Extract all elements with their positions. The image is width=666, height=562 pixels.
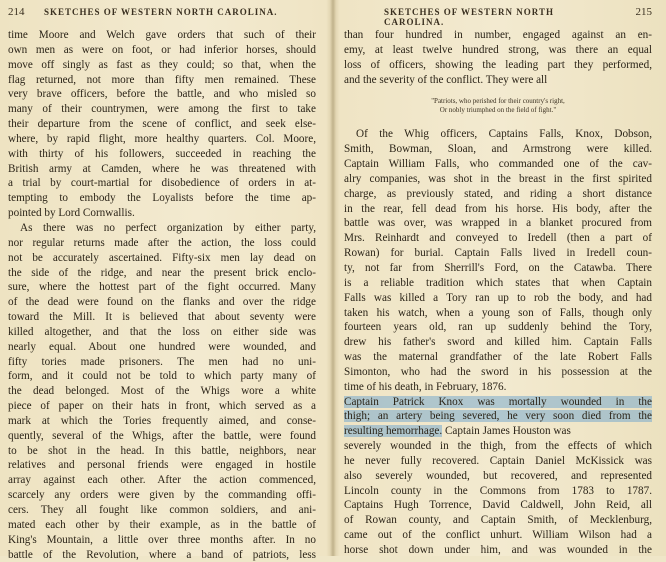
highlight-text: resulting hemorrhage. (344, 425, 443, 438)
text-line: piece of paper on their hats in front, which served as a (8, 400, 316, 413)
left-page-number: 214 (8, 6, 25, 18)
book-gutter (330, 0, 336, 556)
text-line: the dead belonged. Most of the Whigs wore a white (8, 385, 316, 398)
text-line: is a reliable tradition which states that when Captain (344, 276, 652, 289)
left-running-head: SKETCHES OF WESTERN NORTH CAROLINA. (44, 7, 278, 17)
text-line: Rowan) for burial. Captain Falls lived in Iredell coun- (344, 247, 652, 260)
text-line: Simonton, who had the sword in his possession at the (344, 365, 652, 378)
text-line: charge, as previously stated, and riding a short distance (344, 187, 652, 200)
text-line: Falls was killed a Tory ran up to rob the body, and had (344, 291, 652, 304)
text-line: severely wounded in the thigh, from the effects of which (344, 440, 652, 453)
text-line: also severely wounded, but recovered, and represented (344, 469, 652, 482)
text-line: ty, not far from Sherrill's Ford, on the Catawba. There (344, 261, 652, 274)
text-line: many of their countrymen, were among the first to take (8, 103, 316, 116)
text-line: scarcely any orders were given by the commanding offi- (8, 489, 316, 502)
text-line: was the maternal grandfather of the late Robert Falls (344, 351, 652, 364)
highlight-text: thigh; an artery being severed, he very soon died from the (344, 410, 652, 423)
text-line: relatives and personal friends were engaged in hostile (8, 459, 316, 472)
text-line: cers. They all fought like common soldiers, and ani- (8, 504, 316, 516)
text-line: fifty tories made prisoners. The men had no uni- (8, 355, 316, 368)
text-line: flag returned, not more than fifty men remained. These (8, 73, 316, 86)
text-line: and the severity of the conflict. They were all (344, 73, 548, 86)
text-line: array against each other. After the action commenced, (8, 474, 316, 487)
right-page-header (344, 6, 652, 27)
text-line: their departure from the scene of conflict, and seek else- (8, 118, 316, 131)
text-line: time of his death, in February, 1876. (344, 380, 507, 393)
text-line: horse shot down under him, and was wounded in the (344, 544, 652, 556)
right-page (344, 6, 652, 554)
text-line: Mrs. Reinhardt and conveyed to Iredell (then a part of (344, 232, 652, 245)
text-line: of Rowan county, and Captain Smith, of Mecklenburg, (344, 514, 652, 527)
text-line: battle of the Revolution, where a band of patriots, less (8, 548, 316, 561)
left-page-text (8, 28, 316, 562)
text-line: time Moore and Welch gave orders that such of their (8, 29, 316, 41)
text-line: battle was over, was wrapped in a blanket procured from (344, 217, 652, 230)
text-line: pointed by Lord Cornwallis. (8, 207, 135, 220)
right-paragraph-top (344, 28, 652, 87)
text-line: where, by rapid flight, more healthy quarters. Col. Moore, (8, 132, 316, 145)
right-page-number: 215 (635, 6, 652, 18)
text-line: fourteen years old, ran up suddenly behind the Tory, (344, 321, 652, 334)
text-line: came out of the conflict unhurt. William Wilson had a (344, 529, 652, 542)
text-line: mated each other by their example, as in the battle of (8, 518, 316, 531)
text-line: Captain William Falls, who commanded one of the cav- (344, 158, 652, 171)
text-line: taken his watch, when a young son of Falls, though only (344, 306, 652, 319)
text-line: Of the Whig officers, Captains Falls, Knox, Dobson, (356, 128, 652, 141)
text-line: mark at which the Tories frequently aimed, and conse- (8, 414, 316, 427)
right-running-head: SKETCHES OF WESTERN NORTH CAROLINA. (384, 7, 554, 27)
right-paragraph-middle (344, 127, 652, 394)
verse-line: Or nobly triumphed on the field of fight." (439, 106, 557, 115)
text-line: in the rear, fell dead from his horse. His body, after the (344, 202, 652, 215)
text-line: with thirty of his followers, succeeded in reaching the (8, 147, 316, 160)
text-line: the side of the ridge, and near the present brick enclo- (8, 266, 316, 279)
text-line: to be shot in the head. In this battle, neighbors, near (8, 444, 316, 457)
text-line: than four hundred in number, engaged against an en- (344, 29, 652, 41)
highlighted-line (344, 409, 652, 424)
text-line: nearly equal. About one hundred were wounded, and (8, 340, 316, 353)
text-line: loss of officers, showing the leading part they performed, (344, 58, 652, 71)
text-line: not be accurately ascertained. Fifty-six men lay dead on (8, 251, 316, 264)
text-line: quently, several of the Whigs, after the battle, were found (8, 429, 316, 442)
text-line: British army at Camden, where he was threatened with (8, 162, 316, 175)
text-line: sure, where the hottest part of the fight occurred. Many (8, 281, 316, 294)
text-line: very brave officers, before the battle, and who misled so (8, 88, 316, 101)
highlighted-line (344, 424, 652, 439)
verse-line: "Patriots, who perished for their country's right, (431, 97, 565, 106)
text-line: Smith, Bowman, Sloan, and Armstrong were killed. (344, 143, 652, 156)
text-line: King's Mountain, a little over three months after. In no (8, 533, 316, 546)
text-line: Lincoln county in the Commons from 1783 to 1787. (344, 484, 652, 497)
right-paragraph-bottom (344, 439, 652, 558)
highlight-text: Captain Patrick Knox was mortally wounded in the (344, 395, 652, 408)
line-continuation: Captain James Houston was (442, 425, 571, 438)
text-line: As there was no perfect organization by either party, (20, 221, 316, 234)
text-line: toward the Mill. It is believed that about seventy were (8, 311, 316, 324)
left-page (8, 6, 316, 561)
text-line: move off singly as fast as they could; so that, when the (8, 58, 316, 71)
verse-quote (344, 97, 652, 115)
text-line: he never fully recovered. Captain Daniel McKissick was (344, 454, 652, 467)
text-line: drew his father's sword and killed him. Captain Falls (344, 336, 652, 349)
highlighted-line (344, 395, 652, 410)
text-line: own men as were on foot, or had inferior horses, should (8, 43, 316, 56)
text-line: emy, at least twelve hundred strong, was there an equal (344, 43, 652, 56)
text-line: form, and it could not be told to which party many of (8, 370, 316, 383)
right-page-text (344, 28, 652, 558)
text-line: Captains Hugh Torrence, David Caldwell, John Reid, all (344, 499, 652, 512)
text-line: alry companies, was shot in the breast in the first spirited (344, 172, 652, 185)
text-line: of the dead were found on the flanks and over the ridge (8, 296, 316, 309)
text-line: a trial by court-martial for disobedience of orders in at- (8, 177, 316, 190)
left-page-header (8, 6, 316, 22)
text-line: nor regular returns made after the action, the loss could (8, 236, 316, 249)
text-line: tempting to embody the Loyalists before the time ap- (8, 192, 316, 205)
text-line: killed altogether, and that the loss on either side was (8, 325, 316, 338)
